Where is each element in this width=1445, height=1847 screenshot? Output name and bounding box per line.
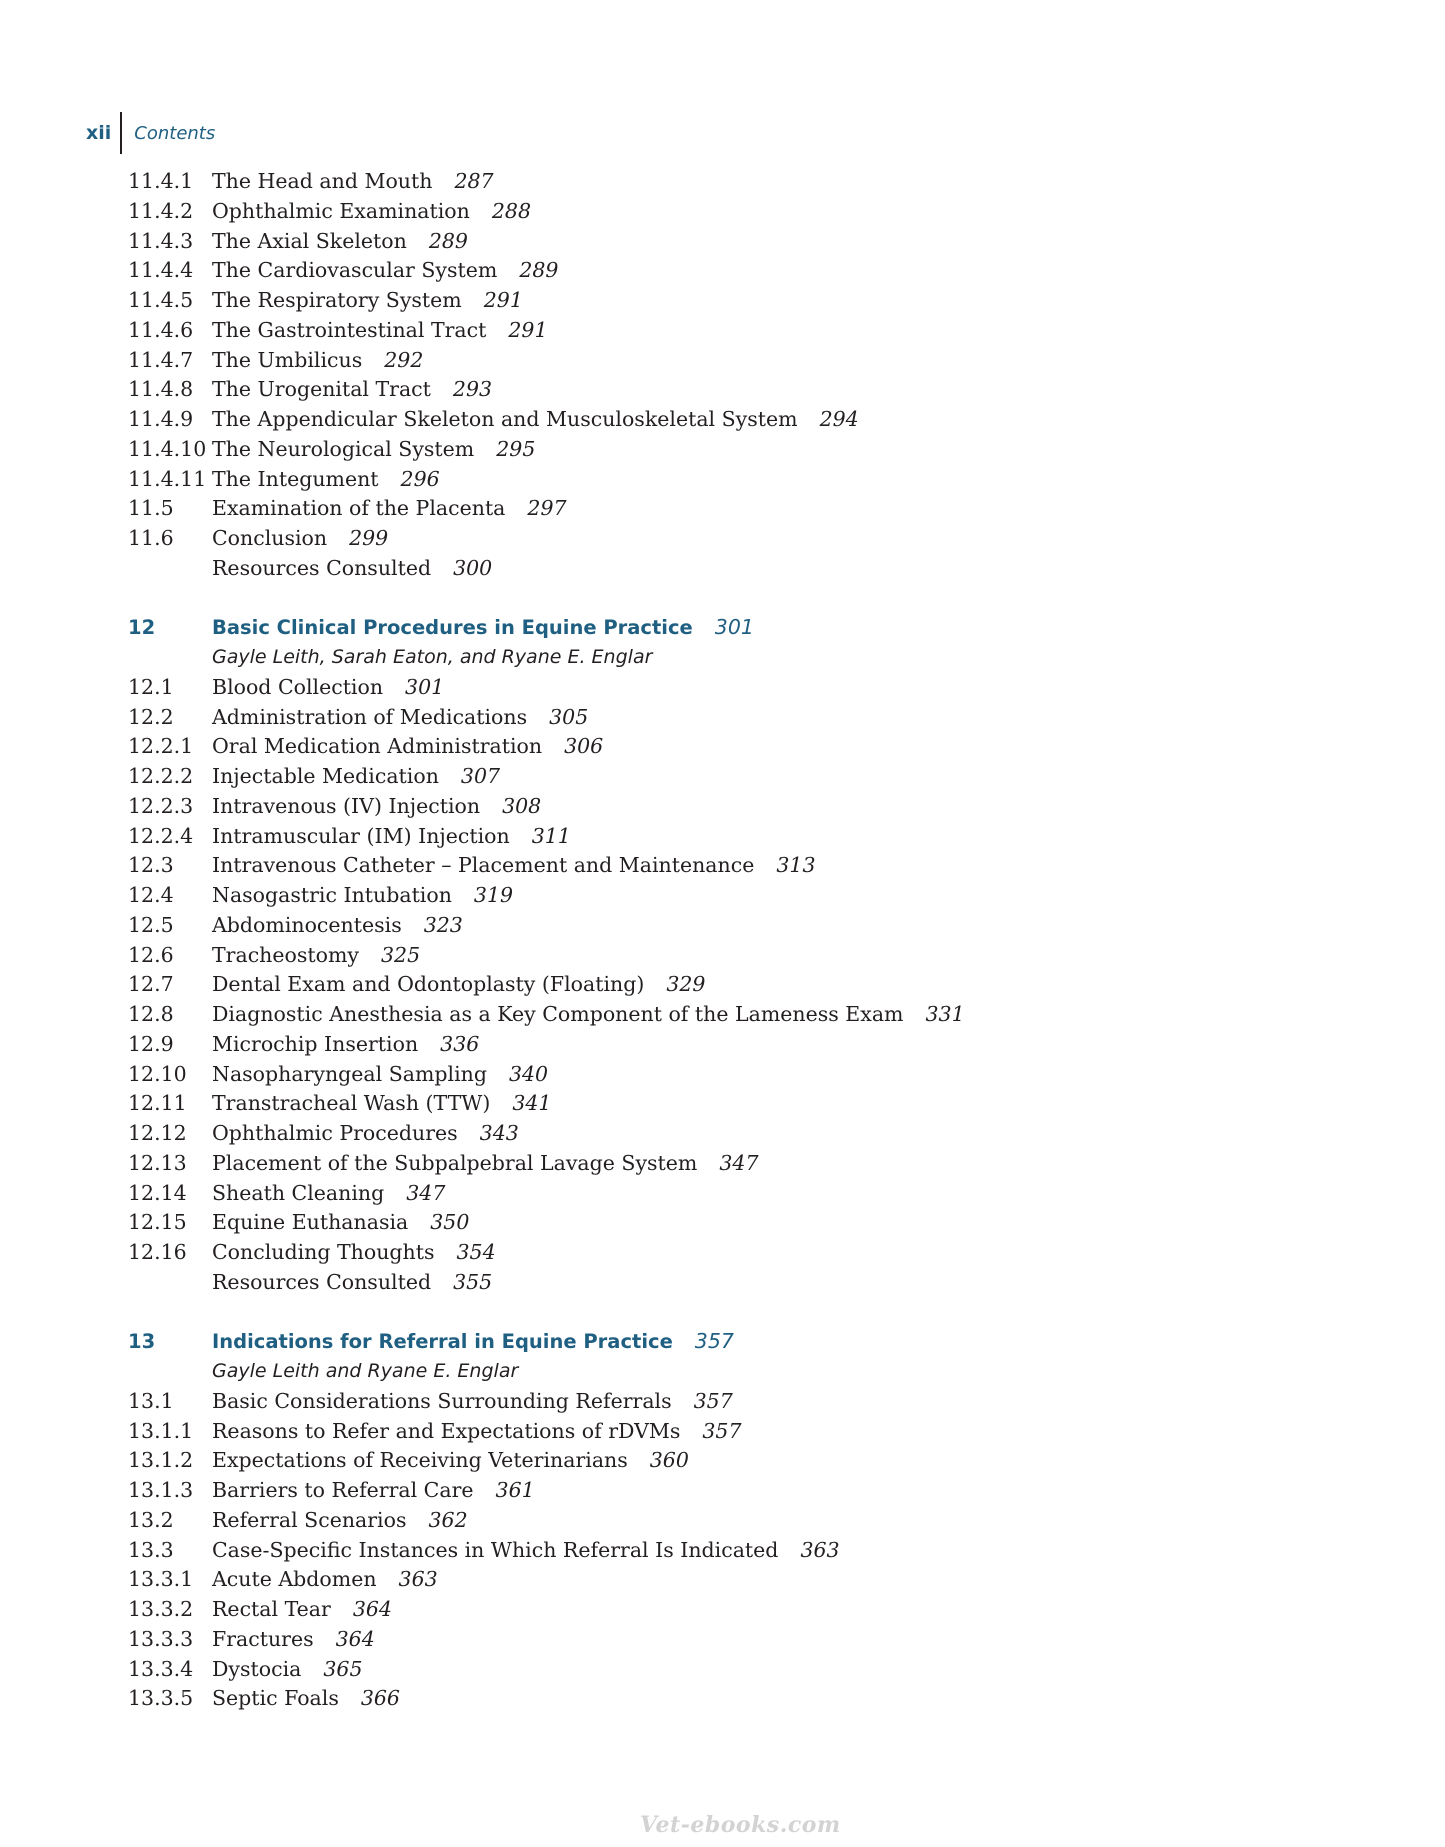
toc-entry-title: Intravenous Catheter – Placement and Maintenance	[212, 853, 755, 878]
toc-entry-number: 11.4.4	[128, 258, 194, 283]
toc-page-number: 288	[491, 198, 531, 223]
toc-entry-row	[128, 316, 1328, 346]
toc-entry-title: Referral Scenarios	[212, 1507, 407, 1532]
running-head: Contents	[134, 122, 216, 144]
toc-page-number: 300	[453, 555, 493, 580]
toc-entry-title: Oral Medication Administration	[212, 734, 543, 759]
toc-entry-title: Microchip Insertion	[212, 1031, 419, 1056]
toc-page-number: 296	[400, 466, 440, 491]
toc-entry-row	[128, 554, 1328, 584]
toc-entry-number: 13.3.5	[128, 1686, 194, 1711]
toc-page-number: 355	[453, 1269, 493, 1294]
toc-entry-title: Dystocia	[212, 1656, 302, 1681]
toc-entry-row	[128, 286, 1328, 316]
toc-entry-row	[128, 494, 1328, 524]
toc-page-number: 287	[454, 169, 494, 193]
toc-entry-row	[128, 762, 1328, 792]
toc-entry-title: Tracheostomy	[212, 942, 359, 967]
toc-entry-number: 12.6	[128, 942, 174, 967]
toc-page-number: 308	[502, 793, 542, 818]
toc-entry-row	[128, 1060, 1328, 1090]
toc-entry-number: 12.2.1	[128, 734, 194, 759]
toc-entry-number: 13.3.3	[128, 1626, 194, 1651]
toc-entry-number: 13.3	[128, 1537, 174, 1562]
toc-entry-title: Indications for Referral in Equine Practice	[212, 1330, 673, 1354]
toc-page-number: 336	[440, 1031, 480, 1056]
toc-page-number: 363	[398, 1567, 438, 1592]
toc-entry-title: The Axial Skeleton	[212, 228, 407, 253]
toc-entry-row	[128, 1238, 1328, 1268]
toc-entry-row	[128, 1417, 1328, 1447]
toc-entry-title: The Urogenital Tract	[212, 377, 431, 402]
toc-entry-title: Nasopharyngeal Sampling	[212, 1061, 487, 1086]
toc-entry-number: 13	[128, 1330, 156, 1354]
toc-entry-title: Acute Abdomen	[212, 1567, 377, 1592]
toc-entry-row	[128, 703, 1328, 733]
toc-page-number: 289	[428, 228, 468, 253]
toc-entry-title: Case-Specific Instances in Which Referral Is Indicated	[212, 1537, 779, 1562]
toc-entry-number: 11.4.10	[128, 436, 207, 461]
toc-entry-title: Administration of Medications	[212, 704, 528, 729]
toc-entry-title: Transtracheal Wash (TTW)	[212, 1091, 491, 1116]
toc-entry-row	[128, 941, 1328, 971]
toc-entry-title: The Gastrointestinal Tract	[212, 317, 487, 342]
toc-entry-number: 12.3	[128, 853, 174, 878]
toc-page-number: 301	[714, 615, 754, 640]
page-header	[86, 112, 215, 154]
toc-entry-title: Blood Collection	[212, 674, 384, 699]
toc-entry-number: 12.7	[128, 972, 174, 997]
toc-entry-row	[128, 1208, 1328, 1238]
toc-entry-row	[128, 197, 1328, 227]
toc-entry-number: 11.4.8	[128, 377, 194, 402]
toc-entry-title: Sheath Cleaning	[212, 1180, 385, 1205]
toc-entry-row	[128, 1446, 1328, 1476]
toc-page-number: 365	[323, 1656, 363, 1681]
toc-entry-number	[128, 643, 212, 673]
toc-entry-row	[128, 465, 1328, 495]
toc-entry-number: 13.3.1	[128, 1567, 194, 1592]
toc-page-number: 289	[519, 258, 559, 283]
toc-page-number: 294	[819, 407, 859, 431]
toc-entry-row	[128, 227, 1328, 257]
toc-entry-row	[128, 911, 1328, 941]
toc-entry-title: Examination of the Placenta	[212, 496, 506, 521]
toc-page-number: 366	[360, 1686, 400, 1711]
toc-entry-number: 12.11	[128, 1091, 187, 1116]
toc-entry-number: 12.16	[128, 1240, 187, 1264]
toc-entry-number: 13.2	[128, 1507, 174, 1532]
toc-entry-row	[128, 256, 1328, 286]
toc-entry-number: 12.10	[128, 1061, 187, 1086]
toc-entry-row	[128, 1000, 1328, 1030]
toc-entry-row	[128, 1089, 1328, 1119]
toc-page-number: 363	[800, 1537, 840, 1562]
toc-entry-row	[128, 167, 1328, 197]
toc-chapter-row	[128, 1327, 1328, 1357]
toc-entry-row	[128, 1119, 1328, 1149]
toc-entry-row	[128, 1268, 1328, 1298]
toc-entry-row	[128, 1625, 1328, 1655]
toc-entry-title: The Appendicular Skeleton and Musculoskeletal System	[212, 407, 798, 431]
toc-entry-number: 11.5	[128, 496, 174, 521]
toc-entry-title: Abdominocentesis	[212, 912, 402, 937]
toc-entry-row	[128, 1595, 1328, 1625]
table-of-contents	[128, 167, 1328, 1714]
toc-entry-row	[128, 1476, 1328, 1506]
toc-page-number: 343	[479, 1121, 519, 1145]
toc-page-number: 297	[527, 496, 567, 521]
toc-entry-title: Conclusion	[212, 526, 328, 550]
toc-page-number: 357	[693, 1388, 733, 1413]
toc-entry-number: 13.3.4	[128, 1656, 194, 1681]
toc-page-number: 362	[428, 1507, 468, 1532]
toc-entry-row	[128, 1387, 1328, 1417]
toc-page-number: 364	[335, 1626, 375, 1651]
toc-entry-row	[128, 1149, 1328, 1179]
toc-entry-title: Ophthalmic Examination	[212, 198, 470, 223]
toc-entry-title: The Integument	[212, 466, 379, 491]
toc-entry-title: Ophthalmic Procedures	[212, 1121, 458, 1145]
toc-entry-title: The Cardiovascular System	[212, 258, 498, 283]
toc-page-number: 340	[508, 1061, 549, 1086]
toc-entry-number: 12.1	[128, 674, 174, 699]
toc-entry-number: 12.2	[128, 704, 174, 729]
toc-entry-title: Resources Consulted	[212, 555, 432, 580]
toc-page-number: 325	[380, 942, 421, 967]
toc-page-number: 295	[496, 436, 536, 461]
toc-entry-number: 12.9	[128, 1031, 174, 1056]
toc-entry-number: 12.2.2	[128, 764, 194, 788]
toc-entry-row	[128, 881, 1328, 911]
toc-page-number: 292	[384, 347, 424, 372]
toc-entry-number: 12.5	[128, 912, 174, 937]
toc-page-number: 305	[549, 704, 589, 729]
toc-entry-row	[128, 524, 1328, 554]
toc-entry-number: 11.4.9	[128, 407, 194, 431]
toc-page-number: 319	[473, 883, 514, 907]
toc-entry-number: 12.12	[128, 1121, 187, 1145]
toc-entry-number: 12.2.4	[128, 823, 194, 848]
toc-entry-number: 13.1	[128, 1388, 174, 1413]
toc-entry-row	[128, 1565, 1328, 1595]
toc-page-number: 301	[405, 674, 445, 699]
toc-entry-number: 11.4.1	[128, 169, 194, 193]
toc-page-number: 357	[702, 1418, 742, 1443]
toc-entry-row	[128, 405, 1328, 435]
toc-entry-number: 12.13	[128, 1150, 187, 1175]
toc-page-number: 341	[512, 1091, 552, 1116]
toc-entry-number: 12	[128, 616, 156, 640]
toc-entry-number	[128, 554, 212, 584]
toc-page-number: 293	[452, 377, 493, 402]
toc-entry-title: Equine Euthanasia	[212, 1210, 409, 1235]
toc-entry-title: Dental Exam and Odontoplasty (Floating)	[212, 972, 645, 997]
toc-entry-row	[128, 1030, 1328, 1060]
toc-entry-number: 11.4.11	[128, 466, 207, 491]
toc-page-number: 291	[483, 288, 523, 312]
toc-entry-number: 11.4.7	[128, 347, 194, 372]
toc-page-number: 306	[564, 734, 604, 759]
toc-page-number: 361	[495, 1478, 535, 1502]
toc-entry-row	[128, 1506, 1328, 1536]
toc-entry-title: Resources Consulted	[212, 1269, 432, 1294]
toc-entry-title: The Neurological System	[212, 436, 475, 461]
toc-entry-row	[128, 822, 1328, 852]
toc-entry-row	[128, 732, 1328, 762]
toc-page-number: 313	[776, 853, 816, 878]
toc-entry-number: 13.1.3	[128, 1478, 194, 1502]
watermark-logo: Vet-ebooks.com	[640, 1812, 841, 1838]
toc-chapter-row	[128, 613, 1328, 643]
toc-entry-title: Injectable Medication	[212, 764, 439, 788]
toc-author-row	[128, 643, 1328, 673]
toc-entry-number: 11.4.5	[128, 288, 194, 312]
toc-entry-row	[128, 970, 1328, 1000]
toc-entry-number: 12.15	[128, 1210, 187, 1235]
toc-entry-title: The Umbilicus	[212, 347, 363, 372]
toc-entry-row	[128, 1179, 1328, 1209]
toc-entry-number: 13.3.2	[128, 1597, 194, 1621]
toc-page-number: 347	[719, 1150, 759, 1175]
page-folio: xii	[86, 112, 122, 154]
toc-page-number: 307	[460, 764, 501, 788]
toc-entry-number: 11.4.2	[128, 198, 194, 223]
toc-entry-row	[128, 435, 1328, 465]
toc-entry-title: Intramuscular (IM) Injection	[212, 823, 510, 848]
toc-entry-number: 11.4.3	[128, 228, 194, 253]
toc-entry-number: 12.8	[128, 1002, 174, 1026]
toc-entry-row	[128, 1536, 1328, 1566]
toc-entry-title: Barriers to Referral Care	[212, 1478, 474, 1502]
toc-entry-title: Basic Clinical Procedures in Equine Practice	[212, 616, 693, 640]
toc-entry-number: 12.2.3	[128, 793, 194, 818]
toc-entry-title: Reasons to Refer and Expectations of rDVMs	[212, 1418, 681, 1443]
toc-page-number: 354	[456, 1240, 496, 1264]
toc-page-number: 364	[352, 1597, 392, 1621]
toc-entry-number	[128, 1357, 212, 1387]
toc-entry-title: Placement of the Subpalpebral Lavage System	[212, 1150, 698, 1175]
toc-entry-title: Fractures	[212, 1626, 314, 1651]
toc-page-number: 331	[925, 1002, 965, 1026]
toc-authors: Gayle Leith, Sarah Eaton, and Ryane E. Englar	[212, 646, 653, 668]
toc-entry-number	[128, 1268, 212, 1298]
toc-page-number: 329	[666, 972, 706, 997]
toc-entry-title: Expectations of Receiving Veterinarians	[212, 1448, 628, 1473]
toc-entry-title: Rectal Tear	[212, 1597, 331, 1621]
toc-entry-row	[128, 346, 1328, 376]
toc-entry-number: 12.14	[128, 1180, 187, 1205]
toc-entry-row	[128, 1684, 1328, 1714]
toc-entry-title: Basic Considerations Surrounding Referrals	[212, 1388, 672, 1413]
toc-entry-row	[128, 792, 1328, 822]
toc-entry-title: Diagnostic Anesthesia as a Key Component of the Lameness Exam	[212, 1002, 904, 1026]
toc-entry-number: 11.4.6	[128, 317, 194, 342]
toc-entry-row	[128, 375, 1328, 405]
toc-page-number: 291	[508, 317, 548, 342]
toc-entry-row	[128, 1655, 1328, 1685]
toc-author-row	[128, 1357, 1328, 1387]
toc-page-number: 347	[406, 1180, 446, 1205]
toc-page-number: 360	[649, 1448, 689, 1473]
toc-entry-title: Septic Foals	[212, 1686, 339, 1711]
toc-page-number: 350	[430, 1210, 470, 1235]
toc-entry-title: Nasogastric Intubation	[212, 883, 452, 907]
toc-page-number: 299	[349, 526, 389, 550]
toc-entry-title: The Respiratory System	[212, 288, 462, 312]
toc-entry-title: Intravenous (IV) Injection	[212, 793, 481, 818]
toc-entry-row	[128, 673, 1328, 703]
toc-entry-number: 13.1.1	[128, 1418, 194, 1443]
toc-entry-number: 11.6	[128, 526, 174, 550]
toc-page-number: 323	[423, 912, 463, 937]
toc-entry-title: Concluding Thoughts	[212, 1240, 435, 1264]
toc-entry-row	[128, 851, 1328, 881]
toc-page-number: 357	[694, 1329, 734, 1354]
toc-entry-number: 12.4	[128, 883, 174, 907]
toc-entry-number: 13.1.2	[128, 1448, 194, 1473]
toc-authors: Gayle Leith and Ryane E. Englar	[212, 1360, 519, 1382]
toc-entry-title: The Head and Mouth	[212, 169, 433, 193]
toc-page-number: 311	[531, 823, 571, 848]
